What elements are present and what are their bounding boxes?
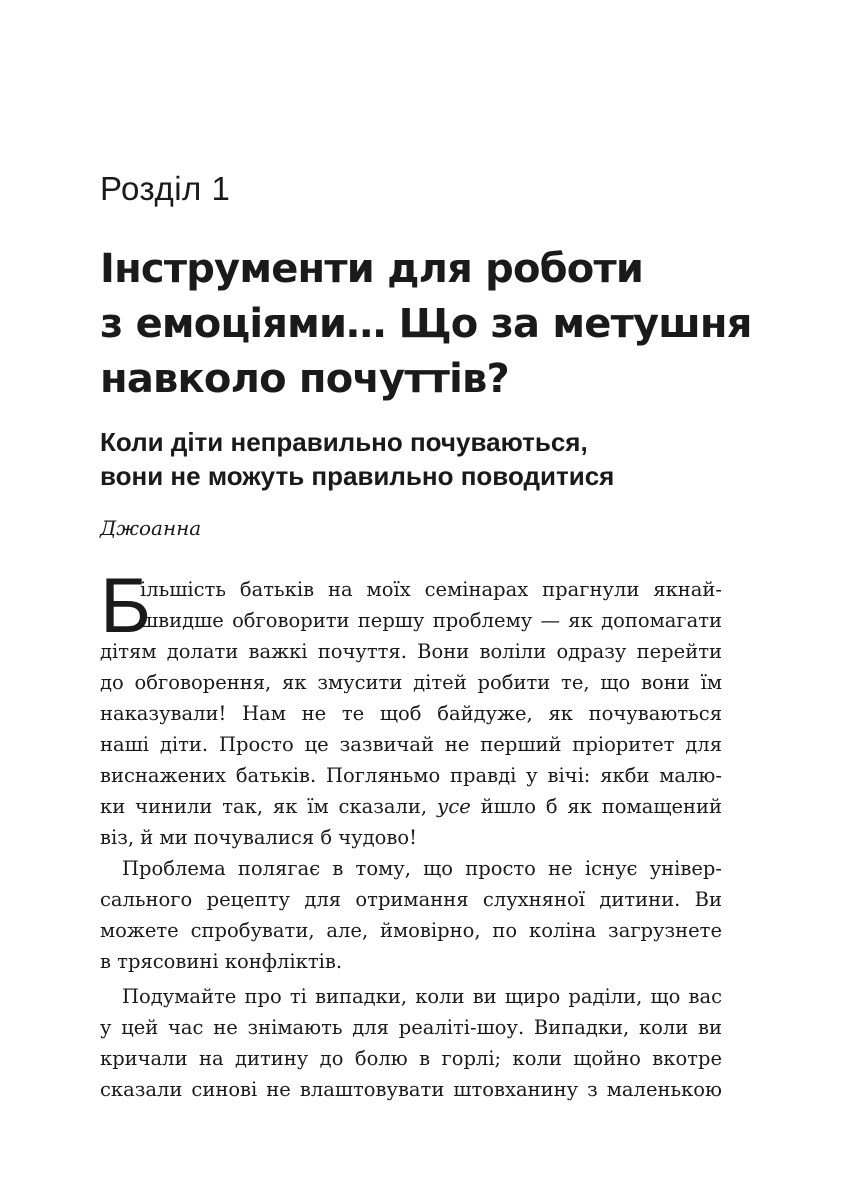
chapter-label: Розділ 1 (100, 170, 231, 207)
text-line: кричали на дитину до болю в горлі; коли щойно вкотре (100, 1047, 722, 1070)
text-line: в трясовині конфліктів. (100, 950, 343, 973)
paragraph-1 (100, 561, 722, 853)
text-line: віз, й ми почувалися б чудово! (100, 826, 417, 849)
author-name: Джоанна (100, 516, 202, 540)
text-line: ільшість батьків на моїх семінарах прагнули якнай- (140, 578, 722, 601)
chapter-subtitle (100, 425, 760, 493)
chapter-title-line: Інструменти для роботи (100, 246, 644, 292)
chapter-title-line: навколо почуттів? (100, 356, 509, 402)
text-line: можете спробувати, але, ймовірно, по коліна загрузнете (100, 919, 722, 942)
paragraph-2 (100, 853, 722, 977)
text-line: до обговорення, як змусити дітей робити те, що вони їм (100, 671, 722, 694)
text-line: виснажених батьків. Погляньмо правді у вічі: якби малю- (100, 764, 722, 787)
text-line: сказали синові не влаштовувати штовханину з маленькою (100, 1078, 722, 1101)
text-line: дітям долати важкі почуття. Вони воліли одразу перейти (100, 640, 722, 663)
text-line (100, 791, 722, 822)
drop-cap: Б (100, 561, 152, 649)
text-line: Проблема полягає в тому, що просто не існує універ- (122, 857, 722, 880)
chapter-title (100, 242, 760, 407)
text-segment: йшло б як помащений (470, 795, 722, 818)
chapter-title-line: з емоціями… Що за метушня (100, 301, 752, 347)
text-line: у цей час не знімають для реаліті-шоу. Випадки, коли ви (100, 1016, 722, 1039)
text-line: наказували! Нам не те щоб байдуже, як почуваються (100, 702, 722, 725)
text-line: Подумайте про ті випадки, коли ви щиро раділи, що вас (122, 985, 722, 1008)
body-text (100, 561, 722, 1105)
emphasis-text: усе (437, 795, 471, 818)
text-line: наші діти. Просто це зазвичай не перший пріоритет для (100, 733, 722, 756)
text-line: швидше обговорити першу проблему — як допомагати (140, 609, 722, 632)
text-line: сального рецепту для отримання слухняної дитини. Ви (100, 888, 722, 911)
text-segment: ки чинили так, як їм сказали, (100, 795, 438, 818)
subtitle-line: Коли діти неправильно почуваються, (100, 427, 588, 457)
subtitle-line: вони не можуть правильно поводитися (100, 461, 615, 491)
paragraph-3 (100, 981, 722, 1105)
